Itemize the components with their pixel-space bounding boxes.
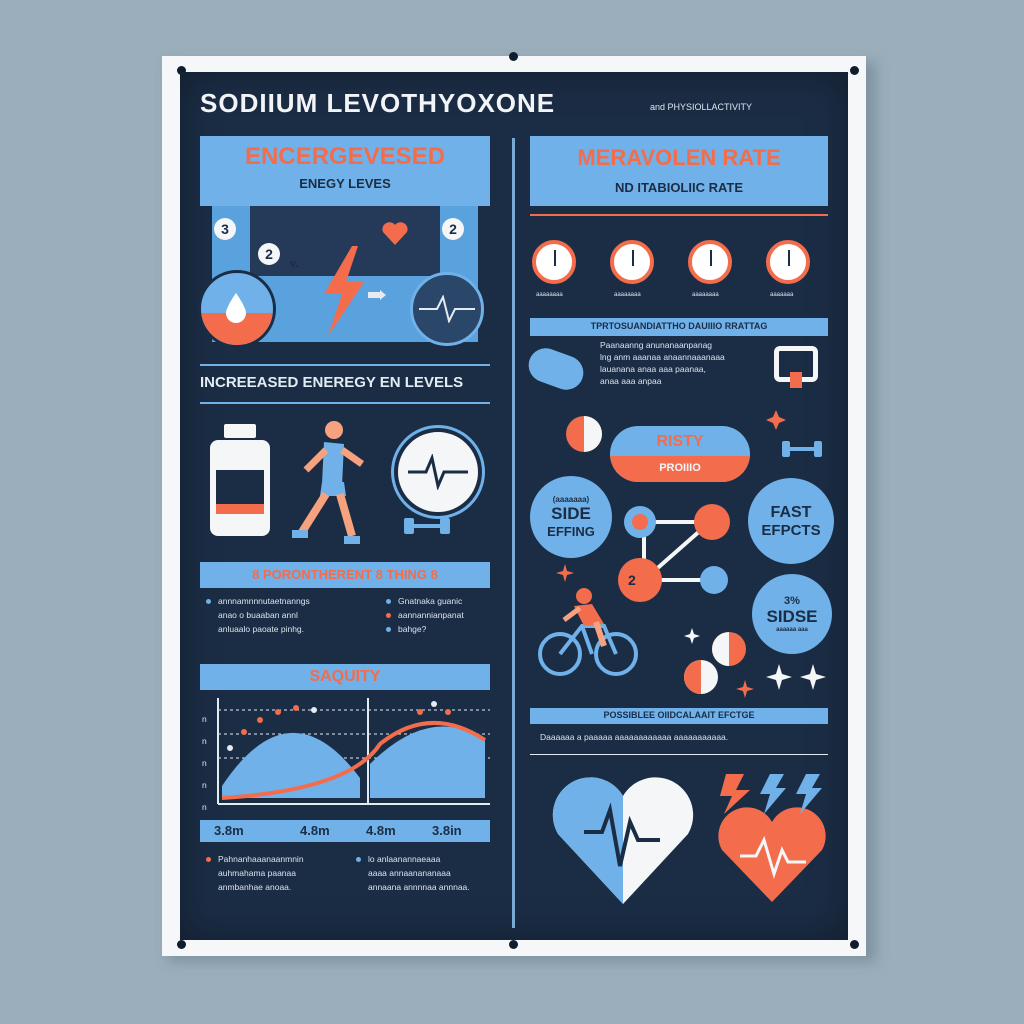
gauge-label-2: aaaaaaaa <box>614 292 641 298</box>
side-pct-line2: aaaaaa aaa <box>776 627 808 633</box>
chart-tick: n <box>202 780 207 790</box>
badge-3: 3 <box>214 218 236 240</box>
saquity-graph <box>200 694 492 812</box>
bullet-dot <box>206 599 211 604</box>
energy-header-subtitle: ENEGY LEVES <box>299 176 391 191</box>
gauge-label-1: aaaaaaaa <box>536 292 563 298</box>
time-label-4: 3.8in <box>432 823 462 838</box>
sparkle-icon-6 <box>736 680 754 698</box>
time-label-2: 4.8m <box>300 823 330 838</box>
para-line: lng anm aaanaa anaannaaanaaa <box>600 352 725 362</box>
molecule-label: 2 <box>628 572 636 588</box>
bullet-dot <box>206 857 211 862</box>
bullet-line: annnamnnnutaetnanngs <box>218 596 310 606</box>
fast-effects-line1: FAST <box>770 503 812 521</box>
tablet-half-3 <box>684 660 701 694</box>
fast-effects-line2: EFPCTS <box>761 521 821 539</box>
sparkle-icon-1 <box>766 410 786 430</box>
fast-effects-circle <box>748 478 834 564</box>
side-effects-small: (aaaaaaa) <box>552 495 590 504</box>
lightning-icon-1 <box>716 774 756 814</box>
pin-bottom-left <box>177 940 186 949</box>
bottle-stripe <box>216 504 264 514</box>
heart-pulse-icon <box>548 770 698 910</box>
possible-rule <box>530 754 828 755</box>
side-pct-line1: SIDSE <box>766 607 818 626</box>
chart-tick: n <box>202 736 207 746</box>
metabolic-header-subtitle: ND ITABIOLIIC RATE <box>614 180 744 195</box>
para-line: Paanaanng anunanaanpanag <box>600 340 713 350</box>
time-label-1: 3.8m <box>214 823 244 838</box>
time-label-3: 4.8m <box>366 823 396 838</box>
heart-pulse-icon-2 <box>716 800 828 906</box>
water-drop-icon <box>225 293 247 323</box>
runner-icon <box>282 420 372 550</box>
bullet-line: Gnatnaka guanic <box>398 596 463 606</box>
heartbeat-icon <box>419 295 475 323</box>
metabolic-rule <box>530 214 828 216</box>
bullet-dot <box>386 627 391 632</box>
bullet-line: anmbanhae anoaa. <box>218 882 292 892</box>
cyclist-icon <box>534 586 640 678</box>
scale-icon-fill <box>790 372 802 388</box>
rule-1 <box>200 364 490 366</box>
chart-tick: n <box>202 714 207 724</box>
bullet-dot <box>356 857 361 862</box>
bullet-dot <box>386 599 391 604</box>
pin-bottom-center <box>509 940 518 949</box>
sparkle-icon-2 <box>556 564 574 582</box>
gauge-2 <box>610 240 654 284</box>
risky-pill-top-label: RISTY <box>656 433 704 450</box>
bullet-line: aannannianpanat <box>398 610 464 620</box>
possible-line: Daaaaaa a paaaaa aaaaaaaaaaaa aaaaaaaaaaa. <box>540 732 729 742</box>
column-divider <box>512 138 515 928</box>
bullet-dot <box>386 613 391 618</box>
pin-bottom-right <box>850 940 859 949</box>
badge-2b: 2 <box>442 218 464 240</box>
metabolic-header-title: MERAVOLEN RATE <box>577 145 781 170</box>
risky-pill-bottom-label: PROIIIO <box>659 462 701 474</box>
heart-tag: v. <box>290 258 299 270</box>
sparkle-icon-5 <box>800 664 826 690</box>
pulse-gauge <box>410 272 484 346</box>
dumbbell-icon <box>404 516 450 536</box>
heart-icon <box>380 218 410 248</box>
chart-tick: n <box>202 758 207 768</box>
side-pct-small: 3% <box>784 595 800 607</box>
gauge-label-4: aaaaaaa <box>770 292 794 298</box>
chart-tick: n <box>202 802 207 812</box>
bullet-line: aaaa annaanananaaa <box>368 868 451 878</box>
saquity-heading: SAQUITY <box>309 668 381 685</box>
drop-gauge <box>198 270 276 348</box>
pulse-circle <box>394 428 482 516</box>
pin-top-center <box>509 52 518 61</box>
gauge-3 <box>688 240 732 284</box>
tablet-icon-2 <box>712 632 746 666</box>
bullet-line: Pahnanhaaanaanmnin <box>218 854 304 864</box>
side-effects-circle <box>530 476 612 558</box>
sub-heading: TPRTOSUANDIATTHO DAUIIIO RRATTAG <box>590 321 768 331</box>
tablet-icon <box>566 416 602 452</box>
side-effects-line1: SIDE <box>551 504 591 523</box>
heartbeat-icon-2 <box>408 454 468 490</box>
arrow-icon <box>368 290 386 300</box>
poster-subtitle: and PHYSIOLLACTIVITY <box>650 102 753 112</box>
increased-energy-heading: INCREEASED ENEREGY EN LEVELS <box>200 374 464 391</box>
side-pct-circle <box>752 574 832 654</box>
para-line: lauanana anaa aaa paanaa, <box>600 364 706 374</box>
tablet-icon-3 <box>684 660 718 694</box>
dumbbell-icon-2 <box>782 440 822 458</box>
lightning-bolt-icon <box>318 246 368 336</box>
lightning-icon-2 <box>758 774 788 814</box>
possible-heading: POSSIBLEE OIIDCALAAIT EFCTGE <box>603 710 755 720</box>
gauge-4 <box>766 240 810 284</box>
pin-top-right <box>850 66 859 75</box>
para-line: anaa aaa anpaa <box>600 376 662 386</box>
tablet-half-2 <box>712 632 729 666</box>
bullet-line: annaana annnnaa annnaa. <box>368 882 470 892</box>
sparkle-icon-3 <box>684 628 700 644</box>
bottle-cap <box>224 424 256 438</box>
bottle-label <box>216 470 264 504</box>
gauge-label-3: aaaaaaaa <box>692 292 719 298</box>
energy-header-title: ENCERGEVESED <box>244 143 446 170</box>
gauge-1 <box>532 240 576 284</box>
bullet-line: anluaalo paoate pinhg. <box>218 624 305 634</box>
poster-title: SODIIUM LEVOTHYOXONE <box>200 88 556 118</box>
ponorth-heading: 8 PORONTHERENT 8 THING 8 <box>252 567 438 582</box>
rule-2 <box>200 402 490 404</box>
side-effects-line2: EFFING <box>547 524 595 539</box>
bullet-line: lo anlaanannaeaaa <box>368 854 441 864</box>
tablet-half <box>584 416 602 452</box>
badge-2a: 2 <box>258 243 280 265</box>
sparkle-icon-4 <box>766 664 792 690</box>
lightning-icon-3 <box>794 774 824 814</box>
bullet-line: bahge? <box>398 624 427 634</box>
pill-bottle <box>210 424 270 536</box>
bullet-line: anao o buaaban annl <box>218 610 298 620</box>
bullet-line: auhmahama paanaa <box>218 868 296 878</box>
